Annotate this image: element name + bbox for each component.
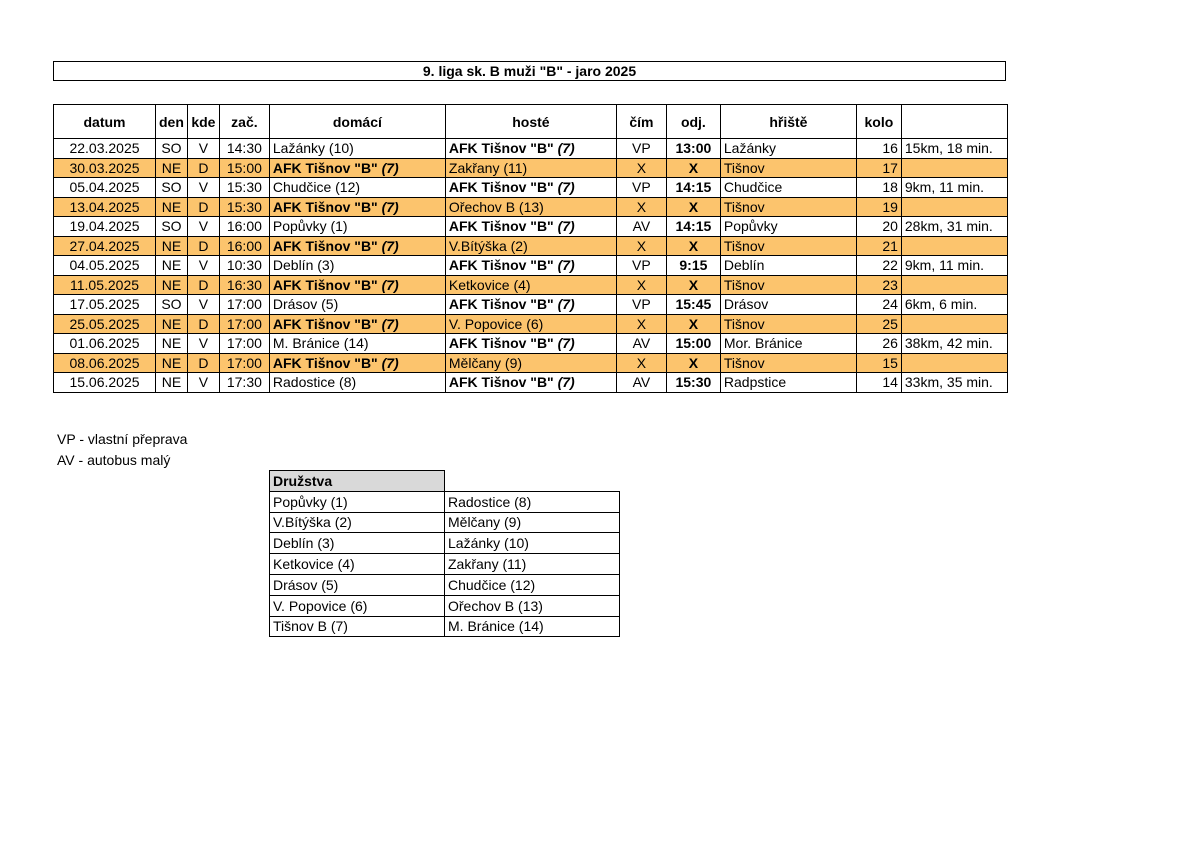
cell-kde: D: [187, 236, 219, 256]
teams-row: [270, 491, 620, 512]
team-b-number: (7): [381, 315, 399, 332]
header-domaci: domácí: [269, 105, 445, 139]
cell-hriste: Drásov: [720, 295, 856, 315]
match-row: [54, 178, 1008, 198]
team-b-number: (7): [381, 198, 399, 215]
cell-domaci: [269, 158, 445, 178]
cell-kolo: 24: [856, 295, 901, 315]
team-b-number: (7): [557, 374, 575, 391]
cell-kde: D: [187, 158, 219, 178]
cell-odj: X: [666, 197, 720, 217]
cell-kde: D: [187, 197, 219, 217]
cell-den: NE: [156, 256, 188, 276]
cell-info: 33km, 35 min.: [901, 373, 1007, 393]
cell-hoste: V.Bítýška (2): [445, 236, 616, 256]
cell-info: [901, 158, 1007, 178]
header-zac: zač.: [219, 105, 269, 139]
cell-kde: V: [187, 139, 219, 159]
cell-odj: 15:00: [666, 334, 720, 354]
cell-kolo: 20: [856, 217, 901, 237]
cell-hoste: V. Popovice (6): [445, 314, 616, 334]
cell-den: NE: [156, 353, 188, 373]
cell-hoste: [445, 217, 616, 237]
team-cell: Zakřany (11): [445, 554, 620, 575]
team-b-number: (7): [381, 354, 399, 371]
cell-den: NE: [156, 275, 188, 295]
teams-table: [269, 470, 620, 637]
team-cell: Mělčany (9): [445, 512, 620, 533]
header-kde: kde: [187, 105, 219, 139]
cell-kolo: 16: [856, 139, 901, 159]
cell-cim: VP: [616, 295, 666, 315]
team-b-number: (7): [557, 335, 575, 352]
team-cell: Popůvky (1): [270, 491, 445, 512]
cell-kde: V: [187, 295, 219, 315]
team-b-number: (7): [557, 257, 575, 274]
cell-info: 28km, 31 min.: [901, 217, 1007, 237]
team-cell: Lažánky (10): [445, 533, 620, 554]
cell-info: [901, 236, 1007, 256]
team-b-number: (7): [381, 159, 399, 176]
match-row: [54, 139, 1008, 159]
cell-zac: 16:00: [219, 236, 269, 256]
match-row: [54, 314, 1008, 334]
cell-odj: 14:15: [666, 217, 720, 237]
cell-datum: 15.06.2025: [54, 373, 156, 393]
cell-hoste: [445, 334, 616, 354]
team-cell: Deblín (3): [270, 533, 445, 554]
cell-kde: D: [187, 353, 219, 373]
cell-hriste: Tišnov: [720, 275, 856, 295]
cell-zac: 17:30: [219, 373, 269, 393]
team-b-name: AFK Tišnov "B": [448, 335, 554, 352]
header-odj: odj.: [666, 105, 720, 139]
cell-den: SO: [156, 139, 188, 159]
cell-hriste: Radpstice: [720, 373, 856, 393]
cell-odj: X: [666, 158, 720, 178]
cell-cim: VP: [616, 256, 666, 276]
cell-hriste: Mor. Bránice: [720, 334, 856, 354]
page-title: 9. liga sk. B muži "B" - jaro 2025: [53, 61, 1006, 81]
cell-hoste: [445, 256, 616, 276]
cell-den: SO: [156, 178, 188, 198]
cell-datum: 01.06.2025: [54, 334, 156, 354]
match-row: [54, 158, 1008, 178]
cell-kolo: 23: [856, 275, 901, 295]
cell-zac: 10:30: [219, 256, 269, 276]
cell-info: 9km, 11 min.: [901, 178, 1007, 198]
team-cell: Chudčice (12): [445, 574, 620, 595]
cell-domaci: Lažánky (10): [269, 139, 445, 159]
match-row: [54, 256, 1008, 276]
team-cell: V.Bítýška (2): [270, 512, 445, 533]
cell-hoste: Ketkovice (4): [445, 275, 616, 295]
cell-hriste: Popůvky: [720, 217, 856, 237]
cell-info: [901, 197, 1007, 217]
cell-kolo: 26: [856, 334, 901, 354]
header-row: [54, 105, 1008, 139]
cell-kolo: 18: [856, 178, 901, 198]
teams-header-row: [270, 471, 620, 492]
cell-kolo: 15: [856, 353, 901, 373]
team-b-name: AFK Tišnov "B": [448, 296, 554, 313]
cell-cim: AV: [616, 334, 666, 354]
match-row: [54, 353, 1008, 373]
team-b-name: AFK Tišnov "B": [272, 354, 378, 371]
teams-row: [270, 533, 620, 554]
cell-domaci: Popůvky (1): [269, 217, 445, 237]
match-row: [54, 217, 1008, 237]
cell-domaci: Drásov (5): [269, 295, 445, 315]
cell-cim: AV: [616, 217, 666, 237]
cell-odj: X: [666, 314, 720, 334]
cell-hoste: Ořechov B (13): [445, 197, 616, 217]
team-cell: Tišnov B (7): [270, 616, 445, 637]
cell-zac: 17:00: [219, 295, 269, 315]
cell-hriste: Tišnov: [720, 236, 856, 256]
cell-domaci: [269, 197, 445, 217]
cell-hriste: Tišnov: [720, 314, 856, 334]
cell-cim: X: [616, 275, 666, 295]
cell-hriste: Deblín: [720, 256, 856, 276]
cell-domaci: Deblín (3): [269, 256, 445, 276]
cell-info: 9km, 11 min.: [901, 256, 1007, 276]
cell-cim: VP: [616, 178, 666, 198]
match-row: [54, 197, 1008, 217]
cell-datum: 17.05.2025: [54, 295, 156, 315]
cell-domaci: [269, 314, 445, 334]
team-cell: Radostice (8): [445, 491, 620, 512]
team-b-number: (7): [557, 140, 575, 157]
match-row: [54, 295, 1008, 315]
cell-odj: 14:15: [666, 178, 720, 198]
cell-domaci: M. Bránice (14): [269, 334, 445, 354]
cell-cim: X: [616, 314, 666, 334]
team-b-name: AFK Tišnov "B": [448, 179, 554, 196]
cell-domaci: [269, 236, 445, 256]
cell-hriste: Tišnov: [720, 353, 856, 373]
cell-domaci: [269, 275, 445, 295]
cell-odj: 15:45: [666, 295, 720, 315]
cell-domaci: [269, 353, 445, 373]
team-b-number: (7): [557, 179, 575, 196]
cell-datum: 25.05.2025: [54, 314, 156, 334]
cell-kolo: 21: [856, 236, 901, 256]
header-hriste: hřiště: [720, 105, 856, 139]
team-b-name: AFK Tišnov "B": [448, 218, 554, 235]
team-b-name: AFK Tišnov "B": [272, 237, 378, 254]
team-cell: Ořechov B (13): [445, 595, 620, 616]
match-row: [54, 275, 1008, 295]
teams-row: [270, 616, 620, 637]
cell-cim: VP: [616, 139, 666, 159]
team-b-name: AFK Tišnov "B": [448, 257, 554, 274]
team-b-name: AFK Tišnov "B": [448, 374, 554, 391]
cell-hoste: [445, 178, 616, 198]
cell-zac: 16:30: [219, 275, 269, 295]
cell-odj: X: [666, 275, 720, 295]
cell-odj: X: [666, 353, 720, 373]
cell-kde: D: [187, 314, 219, 334]
cell-datum: 13.04.2025: [54, 197, 156, 217]
cell-cim: AV: [616, 373, 666, 393]
cell-hoste: Zakřany (11): [445, 158, 616, 178]
cell-info: 15km, 18 min.: [901, 139, 1007, 159]
cell-datum: 19.04.2025: [54, 217, 156, 237]
cell-domaci: Chudčice (12): [269, 178, 445, 198]
teams-row: [270, 554, 620, 575]
cell-zac: 14:30: [219, 139, 269, 159]
cell-hoste: [445, 139, 616, 159]
cell-info: 38km, 42 min.: [901, 334, 1007, 354]
cell-info: 6km, 6 min.: [901, 295, 1007, 315]
teams-row: [270, 595, 620, 616]
cell-zac: 15:30: [219, 178, 269, 198]
cell-datum: 27.04.2025: [54, 236, 156, 256]
match-row: [54, 373, 1008, 393]
cell-zac: 17:00: [219, 314, 269, 334]
cell-den: NE: [156, 314, 188, 334]
cell-den: NE: [156, 197, 188, 217]
cell-zac: 15:30: [219, 197, 269, 217]
cell-datum: 05.04.2025: [54, 178, 156, 198]
cell-hriste: Lažánky: [720, 139, 856, 159]
cell-den: NE: [156, 373, 188, 393]
team-b-name: AFK Tišnov "B": [448, 140, 554, 157]
cell-hriste: Tišnov: [720, 197, 856, 217]
cell-odj: 9:15: [666, 256, 720, 276]
teams-row: [270, 512, 620, 533]
cell-kde: D: [187, 275, 219, 295]
cell-den: NE: [156, 334, 188, 354]
cell-info: [901, 275, 1007, 295]
header-info: [901, 105, 1007, 139]
cell-kolo: 25: [856, 314, 901, 334]
team-b-name: AFK Tišnov "B": [272, 315, 378, 332]
cell-hoste: Mělčany (9): [445, 353, 616, 373]
cell-cim: X: [616, 353, 666, 373]
team-b-number: (7): [381, 276, 399, 293]
cell-odj: X: [666, 236, 720, 256]
team-b-name: AFK Tišnov "B": [272, 276, 378, 293]
cell-hoste: [445, 373, 616, 393]
cell-den: SO: [156, 295, 188, 315]
cell-info: [901, 314, 1007, 334]
cell-domaci: Radostice (8): [269, 373, 445, 393]
cell-odj: 15:30: [666, 373, 720, 393]
team-cell: Ketkovice (4): [270, 554, 445, 575]
cell-zac: 17:00: [219, 334, 269, 354]
cell-kolo: 17: [856, 158, 901, 178]
cell-zac: 17:00: [219, 353, 269, 373]
team-b-number: (7): [381, 237, 399, 254]
cell-hriste: Tišnov: [720, 158, 856, 178]
cell-datum: 08.06.2025: [54, 353, 156, 373]
cell-den: SO: [156, 217, 188, 237]
cell-kolo: 22: [856, 256, 901, 276]
match-row: [54, 334, 1008, 354]
header-kolo: kolo: [856, 105, 901, 139]
cell-datum: 30.03.2025: [54, 158, 156, 178]
teams-header-blank: [445, 471, 620, 492]
cell-kde: V: [187, 334, 219, 354]
cell-kolo: 14: [856, 373, 901, 393]
cell-hoste: [445, 295, 616, 315]
cell-kolo: 19: [856, 197, 901, 217]
schedule-table: [53, 104, 1008, 393]
cell-zac: 16:00: [219, 217, 269, 237]
match-row: [54, 236, 1008, 256]
legend-vp: VP - vlastní přeprava: [57, 431, 188, 447]
cell-datum: 11.05.2025: [54, 275, 156, 295]
cell-info: [901, 353, 1007, 373]
legend-av: AV - autobus malý: [57, 452, 171, 468]
team-cell: M. Bránice (14): [445, 616, 620, 637]
cell-odj: 13:00: [666, 139, 720, 159]
cell-cim: X: [616, 158, 666, 178]
team-cell: V. Popovice (6): [270, 595, 445, 616]
teams-header: Družstva: [270, 471, 445, 492]
header-den: den: [156, 105, 188, 139]
cell-kde: V: [187, 256, 219, 276]
teams-row: [270, 574, 620, 595]
cell-zac: 15:00: [219, 158, 269, 178]
team-b-number: (7): [557, 296, 575, 313]
cell-hriste: Chudčice: [720, 178, 856, 198]
header-hoste: hosté: [445, 105, 616, 139]
cell-den: NE: [156, 236, 188, 256]
team-cell: Drásov (5): [270, 574, 445, 595]
cell-cim: X: [616, 236, 666, 256]
cell-datum: 04.05.2025: [54, 256, 156, 276]
header-datum: datum: [54, 105, 156, 139]
team-b-name: AFK Tišnov "B": [272, 198, 378, 215]
cell-datum: 22.03.2025: [54, 139, 156, 159]
team-b-name: AFK Tišnov "B": [272, 159, 378, 176]
cell-kde: V: [187, 217, 219, 237]
cell-kde: V: [187, 178, 219, 198]
cell-den: NE: [156, 158, 188, 178]
cell-cim: X: [616, 197, 666, 217]
cell-kde: V: [187, 373, 219, 393]
team-b-number: (7): [557, 218, 575, 235]
header-cim: čím: [616, 105, 666, 139]
